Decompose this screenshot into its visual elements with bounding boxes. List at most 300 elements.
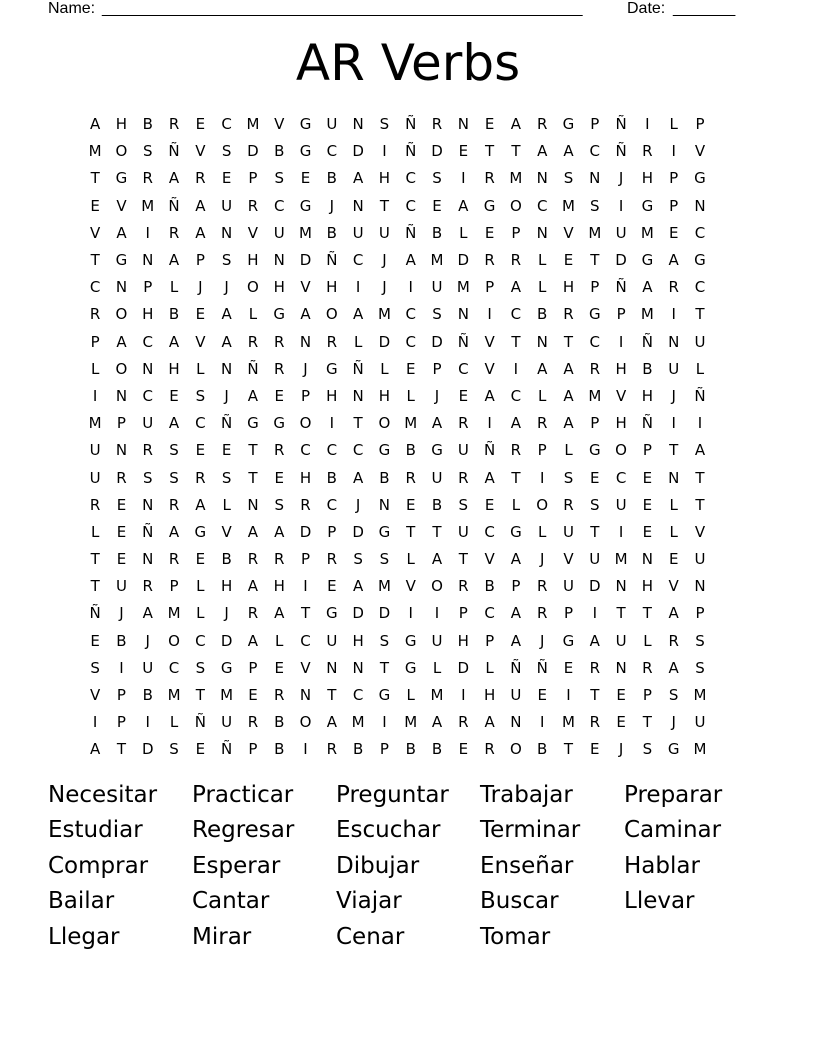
grid-letter: L	[222, 495, 231, 514]
grid-letter: T	[379, 658, 389, 677]
grid-letter: A	[510, 115, 522, 134]
grid-letter: R	[510, 441, 522, 460]
grid-letter: T	[90, 577, 100, 596]
grid-row	[82, 329, 713, 356]
grid-letter: T	[511, 332, 521, 351]
grid-letter: T	[695, 305, 705, 324]
grid-letter: H	[273, 278, 285, 297]
grid-letter: G	[641, 251, 654, 270]
grid-letter: A	[458, 196, 469, 215]
grid-letter: I	[671, 414, 676, 433]
grid-letter: A	[195, 196, 206, 215]
grid-letter: S	[274, 169, 284, 188]
grid-letter: P	[642, 441, 652, 460]
grid-letter: H	[247, 251, 259, 270]
grid-letter: U	[431, 468, 443, 487]
grid-letter: E	[668, 550, 679, 569]
grid-letter: P	[695, 604, 705, 623]
grid-letter: A	[668, 604, 679, 623]
grid-letter: A	[352, 169, 364, 188]
grid-letter: Ñ	[457, 332, 469, 351]
grid-letter: V	[484, 550, 495, 569]
grid-row	[82, 573, 713, 600]
grid-letter: Ñ	[641, 414, 653, 433]
grid-letter: T	[511, 468, 521, 487]
date-label: Date:	[627, 0, 666, 17]
grid-letter: T	[432, 522, 442, 541]
grid-letter: G	[326, 359, 338, 378]
grid-letter: B	[405, 740, 416, 759]
grid-letter: D	[457, 251, 470, 270]
grid-letter: N	[142, 550, 154, 569]
grid-letter: E	[484, 223, 495, 242]
grid-letter: R	[247, 332, 259, 351]
grid-letter: U	[668, 359, 680, 378]
grid-letter: N	[536, 223, 548, 242]
grid-letter: G	[431, 441, 443, 460]
grid-letter: A	[274, 604, 285, 623]
grid-letter: M	[693, 686, 707, 705]
grid-letter: G	[404, 631, 417, 650]
grid-letter: P	[248, 740, 258, 759]
grid-letter: D	[141, 740, 154, 759]
grid-letter: S	[221, 468, 232, 487]
grid-letter: B	[352, 740, 364, 759]
grid-letter: R	[405, 468, 416, 487]
grid-letter: P	[458, 604, 468, 623]
grid-letter: R	[642, 658, 653, 677]
grid-letter: S	[142, 468, 153, 487]
grid-letter: A	[195, 495, 206, 514]
grid-letter: Ñ	[168, 196, 180, 215]
grid-letter: G	[562, 631, 575, 650]
grid-letter: S	[563, 169, 574, 188]
grid-letter: N	[589, 169, 601, 188]
worksheet-header	[48, 0, 748, 20]
grid-letter: T	[563, 332, 574, 351]
grid-letter: N	[273, 251, 285, 270]
grid-letter: C	[300, 441, 311, 460]
grid-letter: N	[694, 196, 706, 215]
grid-letter: R	[642, 142, 653, 161]
grid-letter: P	[616, 305, 626, 324]
grid-letter: A	[352, 577, 364, 596]
grid-letter: I	[487, 414, 492, 433]
grid-letter: V	[484, 332, 495, 351]
grid-letter: L	[196, 359, 205, 378]
grid-letter: M	[404, 713, 418, 732]
grid-letter: O	[299, 414, 312, 433]
grid-letter: L	[90, 359, 100, 378]
grid-letter: V	[300, 278, 311, 297]
grid-letter: D	[589, 577, 601, 596]
grid-letter: H	[326, 278, 338, 297]
word-bank-item: Estudiar	[48, 817, 143, 844]
grid-letter: R	[536, 115, 548, 134]
grid-letter: U	[142, 658, 154, 677]
grid-letter: R	[247, 604, 259, 623]
grid-letter: I	[592, 604, 597, 623]
word-bank-item: Trabajar	[480, 782, 573, 808]
grid-letter: T	[458, 550, 468, 569]
grid-letter: N	[352, 196, 364, 215]
grid-letter: N	[115, 278, 128, 297]
grid-letter: T	[116, 740, 127, 759]
grid-letter: N	[299, 686, 312, 705]
grid-letter: A	[563, 142, 574, 161]
grid-letter: S	[169, 441, 179, 460]
grid-letter: C	[326, 142, 338, 161]
grid-letter: J	[329, 196, 335, 215]
grid-letter: H	[457, 631, 469, 650]
grid-letter: B	[116, 631, 127, 650]
grid-letter: O	[536, 495, 549, 514]
grid-letter: O	[325, 305, 338, 324]
grid-letter: I	[487, 305, 492, 324]
grid-letter: O	[299, 713, 312, 732]
grid-letter: E	[274, 658, 284, 677]
grid-letter: H	[378, 169, 391, 188]
grid-letter: N	[221, 359, 233, 378]
grid-letter: I	[303, 577, 308, 596]
grid-letter: C	[352, 251, 364, 270]
grid-letter: R	[458, 713, 469, 732]
grid-letter: R	[247, 196, 259, 215]
grid-letter: A	[168, 414, 180, 433]
grid-letter: C	[221, 115, 232, 134]
grid-letter: M	[456, 278, 470, 297]
grid-letter: B	[405, 441, 416, 460]
grid-letter: J	[618, 740, 624, 759]
grid-letter: I	[566, 686, 571, 705]
grid-letter: B	[326, 223, 337, 242]
grid-letter: G	[115, 169, 128, 188]
grid-letter: R	[326, 332, 338, 351]
grid-letter: C	[536, 196, 548, 215]
grid-letter: Ñ	[326, 251, 338, 270]
grid-letter: Ñ	[247, 359, 259, 378]
grid-letter: J	[224, 604, 229, 623]
grid-letter: A	[247, 577, 259, 596]
grid-row	[82, 628, 713, 655]
grid-letter: A	[168, 332, 180, 351]
grid-letter: R	[484, 740, 495, 759]
grid-letter: E	[274, 386, 284, 405]
grid-letter: A	[116, 332, 127, 351]
grid-letter: B	[431, 495, 443, 514]
grid-letter: R	[668, 278, 679, 297]
grid-letter: N	[378, 495, 391, 514]
grid-letter: O	[431, 577, 443, 596]
grid-letter: Ñ	[221, 414, 233, 433]
grid-letter: N	[694, 577, 706, 596]
grid-letter: A	[431, 414, 443, 433]
grid-letter: V	[116, 196, 127, 215]
grid-letter: G	[510, 522, 522, 541]
grid-letter: A	[116, 223, 127, 242]
grid-letter: S	[695, 631, 705, 650]
grid-letter: E	[116, 522, 127, 541]
grid-letter: A	[352, 305, 364, 324]
grid-letter: C	[484, 522, 495, 541]
grid-letter: T	[90, 251, 100, 270]
grid-letter: C	[484, 604, 495, 623]
grid-letter: J	[145, 631, 150, 650]
grid-letter: A	[563, 414, 574, 433]
grid-letter: I	[539, 713, 545, 732]
grid-letter: C	[195, 631, 206, 650]
grid-letter: U	[694, 550, 706, 569]
grid-letter: Ñ	[89, 604, 101, 623]
grid-letter: N	[142, 251, 154, 270]
word-bank-item: Terminar	[480, 817, 581, 844]
grid-letter: L	[669, 495, 678, 514]
grid-row	[82, 437, 713, 464]
grid-letter: G	[404, 658, 417, 677]
grid-letter: L	[669, 522, 678, 541]
grid-letter: D	[457, 658, 470, 677]
grid-row	[82, 709, 713, 736]
grid-letter: S	[274, 495, 284, 514]
grid-letter: I	[645, 115, 650, 134]
grid-letter: R	[589, 713, 600, 732]
grid-letter: V	[563, 550, 574, 569]
grid-letter: N	[352, 115, 364, 134]
grid-letter: M	[141, 196, 155, 215]
grid-letter: I	[145, 713, 150, 732]
grid-letter: N	[326, 658, 338, 677]
grid-letter: D	[352, 604, 364, 623]
grid-letter: R	[195, 169, 206, 188]
grid-letter: I	[92, 713, 98, 732]
grid-letter: C	[405, 332, 416, 351]
grid-letter: Ñ	[483, 441, 496, 460]
grid-letter: S	[90, 658, 100, 677]
grid-letter: L	[406, 550, 415, 569]
grid-letter: M	[693, 740, 707, 759]
grid-letter: S	[221, 251, 232, 270]
grid-letter: I	[303, 740, 308, 759]
grid-letter: I	[382, 713, 387, 732]
grid-letter: U	[563, 577, 574, 596]
grid-letter: V	[274, 115, 285, 134]
word-bank-item: Practicar	[192, 782, 294, 808]
grid-letter: A	[221, 332, 232, 351]
grid-letter: R	[589, 658, 600, 677]
grid-letter: A	[563, 359, 574, 378]
grid-letter: I	[671, 305, 676, 324]
grid-letter: P	[169, 577, 179, 596]
grid-letter: V	[694, 522, 706, 541]
grid-letter: J	[382, 278, 387, 297]
grid-letter: H	[641, 169, 654, 188]
grid-letter: H	[299, 468, 312, 487]
grid-letter: A	[168, 522, 180, 541]
grid-letter: I	[513, 359, 519, 378]
grid-letter: R	[510, 251, 522, 270]
grid-letter: R	[142, 441, 153, 460]
grid-letter: U	[221, 196, 233, 215]
grid-letter: L	[538, 522, 547, 541]
grid-letter: I	[119, 658, 124, 677]
grid-letter: L	[564, 441, 573, 460]
grid-letter: S	[590, 495, 600, 514]
word-bank-item: Enseñar	[480, 852, 574, 879]
grid-letter: P	[669, 169, 679, 188]
grid-letter: O	[615, 441, 627, 460]
grid-letter: R	[563, 495, 574, 514]
grid-letter: N	[247, 495, 259, 514]
grid-letter: R	[274, 332, 285, 351]
grid-letter: G	[694, 251, 706, 270]
grid-letter: Ñ	[405, 115, 417, 134]
grid-letter: M	[167, 604, 181, 623]
grid-letter: L	[643, 631, 652, 650]
grid-letter: O	[115, 142, 128, 161]
word-bank-item: Preparar	[624, 782, 723, 808]
grid-letter: U	[431, 631, 443, 650]
grid-letter: S	[379, 550, 390, 569]
grid-letter: E	[248, 686, 258, 705]
grid-letter: A	[537, 142, 548, 161]
grid-row	[82, 492, 713, 519]
grid-letter: Ñ	[510, 658, 522, 677]
word-bank	[48, 778, 768, 955]
grid-letter: C	[195, 414, 206, 433]
grid-letter: A	[510, 604, 522, 623]
grid-letter: R	[326, 550, 338, 569]
grid-letter: M	[404, 414, 418, 433]
grid-letter: B	[142, 686, 153, 705]
grid-row	[82, 165, 713, 192]
grid-letter: D	[352, 142, 364, 161]
grid-letter: I	[408, 604, 413, 623]
grid-letter: G	[667, 740, 680, 759]
grid-letter: N	[352, 386, 364, 405]
grid-letter: B	[326, 169, 337, 188]
grid-letter: C	[405, 169, 416, 188]
grid-letter: A	[352, 468, 364, 487]
grid-letter: E	[195, 550, 206, 569]
grid-letter: P	[116, 713, 126, 732]
grid-letter: I	[329, 414, 335, 433]
grid-letter: R	[326, 740, 338, 759]
grid-letter: M	[167, 686, 181, 705]
grid-letter: G	[299, 196, 312, 215]
grid-letter: T	[379, 196, 389, 215]
grid-letter: A	[247, 522, 259, 541]
grid-letter: E	[169, 386, 179, 405]
grid-letter: M	[614, 550, 628, 569]
grid-letter: M	[509, 169, 523, 188]
grid-letter: V	[195, 142, 206, 161]
grid-letter: A	[168, 251, 180, 270]
grid-letter: I	[92, 386, 98, 405]
grid-letter: N	[457, 305, 469, 324]
grid-letter: N	[536, 332, 548, 351]
grid-letter: E	[616, 686, 626, 705]
grid-letter: J	[671, 713, 676, 732]
grid-letter: A	[537, 359, 548, 378]
grid-letter: I	[145, 223, 150, 242]
grid-letter: E	[616, 713, 626, 732]
grid-letter: E	[195, 305, 206, 324]
grid-letter: T	[511, 142, 521, 161]
grid-letter: P	[695, 115, 705, 134]
grid-letter: T	[90, 169, 100, 188]
grid-letter: B	[142, 115, 153, 134]
grid-letter: P	[669, 196, 679, 215]
grid-letter: M	[377, 305, 391, 324]
grid-row	[82, 682, 713, 709]
grid-letter: R	[431, 115, 443, 134]
grid-letter: D	[378, 604, 391, 623]
grid-letter: O	[509, 740, 522, 759]
grid-letter: A	[90, 740, 101, 759]
grid-letter: U	[510, 686, 522, 705]
grid-letter: M	[430, 686, 444, 705]
grid-letter: C	[273, 196, 285, 215]
grid-letter: G	[378, 441, 391, 460]
grid-letter: R	[536, 604, 548, 623]
grid-letter: U	[615, 631, 627, 650]
grid-letter: G	[378, 686, 391, 705]
grid-letter: V	[615, 386, 627, 405]
grid-letter: J	[224, 278, 229, 297]
grid-letter: B	[431, 740, 443, 759]
grid-letter: H	[483, 686, 496, 705]
word-bank-item: Mirar	[192, 923, 252, 950]
grid-letter: U	[431, 278, 443, 297]
grid-letter: C	[326, 441, 338, 460]
grid-letter: O	[509, 196, 522, 215]
grid-letter: A	[510, 550, 522, 569]
grid-letter: S	[458, 495, 469, 514]
grid-letter: P	[116, 686, 126, 705]
grid-letter: M	[88, 142, 102, 161]
grid-letter: E	[458, 142, 469, 161]
grid-letter: H	[641, 577, 654, 596]
grid-letter: G	[694, 169, 706, 188]
grid-letter: E	[458, 740, 469, 759]
grid-letter: R	[168, 495, 180, 514]
grid-letter: U	[378, 223, 390, 242]
grid-row	[82, 138, 713, 165]
grid-letter: E	[221, 441, 232, 460]
grid-letter: P	[248, 658, 258, 677]
grid-letter: P	[195, 251, 205, 270]
word-bank-item: Llevar	[624, 888, 695, 915]
grid-letter: S	[195, 658, 206, 677]
grid-letter: P	[90, 332, 100, 351]
grid-letter: E	[458, 386, 469, 405]
grid-letter: O	[115, 359, 128, 378]
grid-letter: G	[378, 522, 391, 541]
grid-letter: B	[221, 550, 232, 569]
grid-letter: N	[299, 332, 312, 351]
grid-letter: G	[326, 604, 338, 623]
grid-letter: P	[642, 686, 652, 705]
grid-letter: T	[248, 441, 258, 460]
grid-letter: R	[142, 577, 153, 596]
grid-letter: C	[510, 305, 522, 324]
grid-letter: N	[115, 441, 128, 460]
grid-letter: H	[115, 115, 128, 134]
word-bank-item: Comprar	[48, 852, 149, 879]
grid-letter: Ñ	[641, 332, 653, 351]
grid-letter: A	[274, 522, 285, 541]
grid-letter: S	[590, 196, 600, 215]
